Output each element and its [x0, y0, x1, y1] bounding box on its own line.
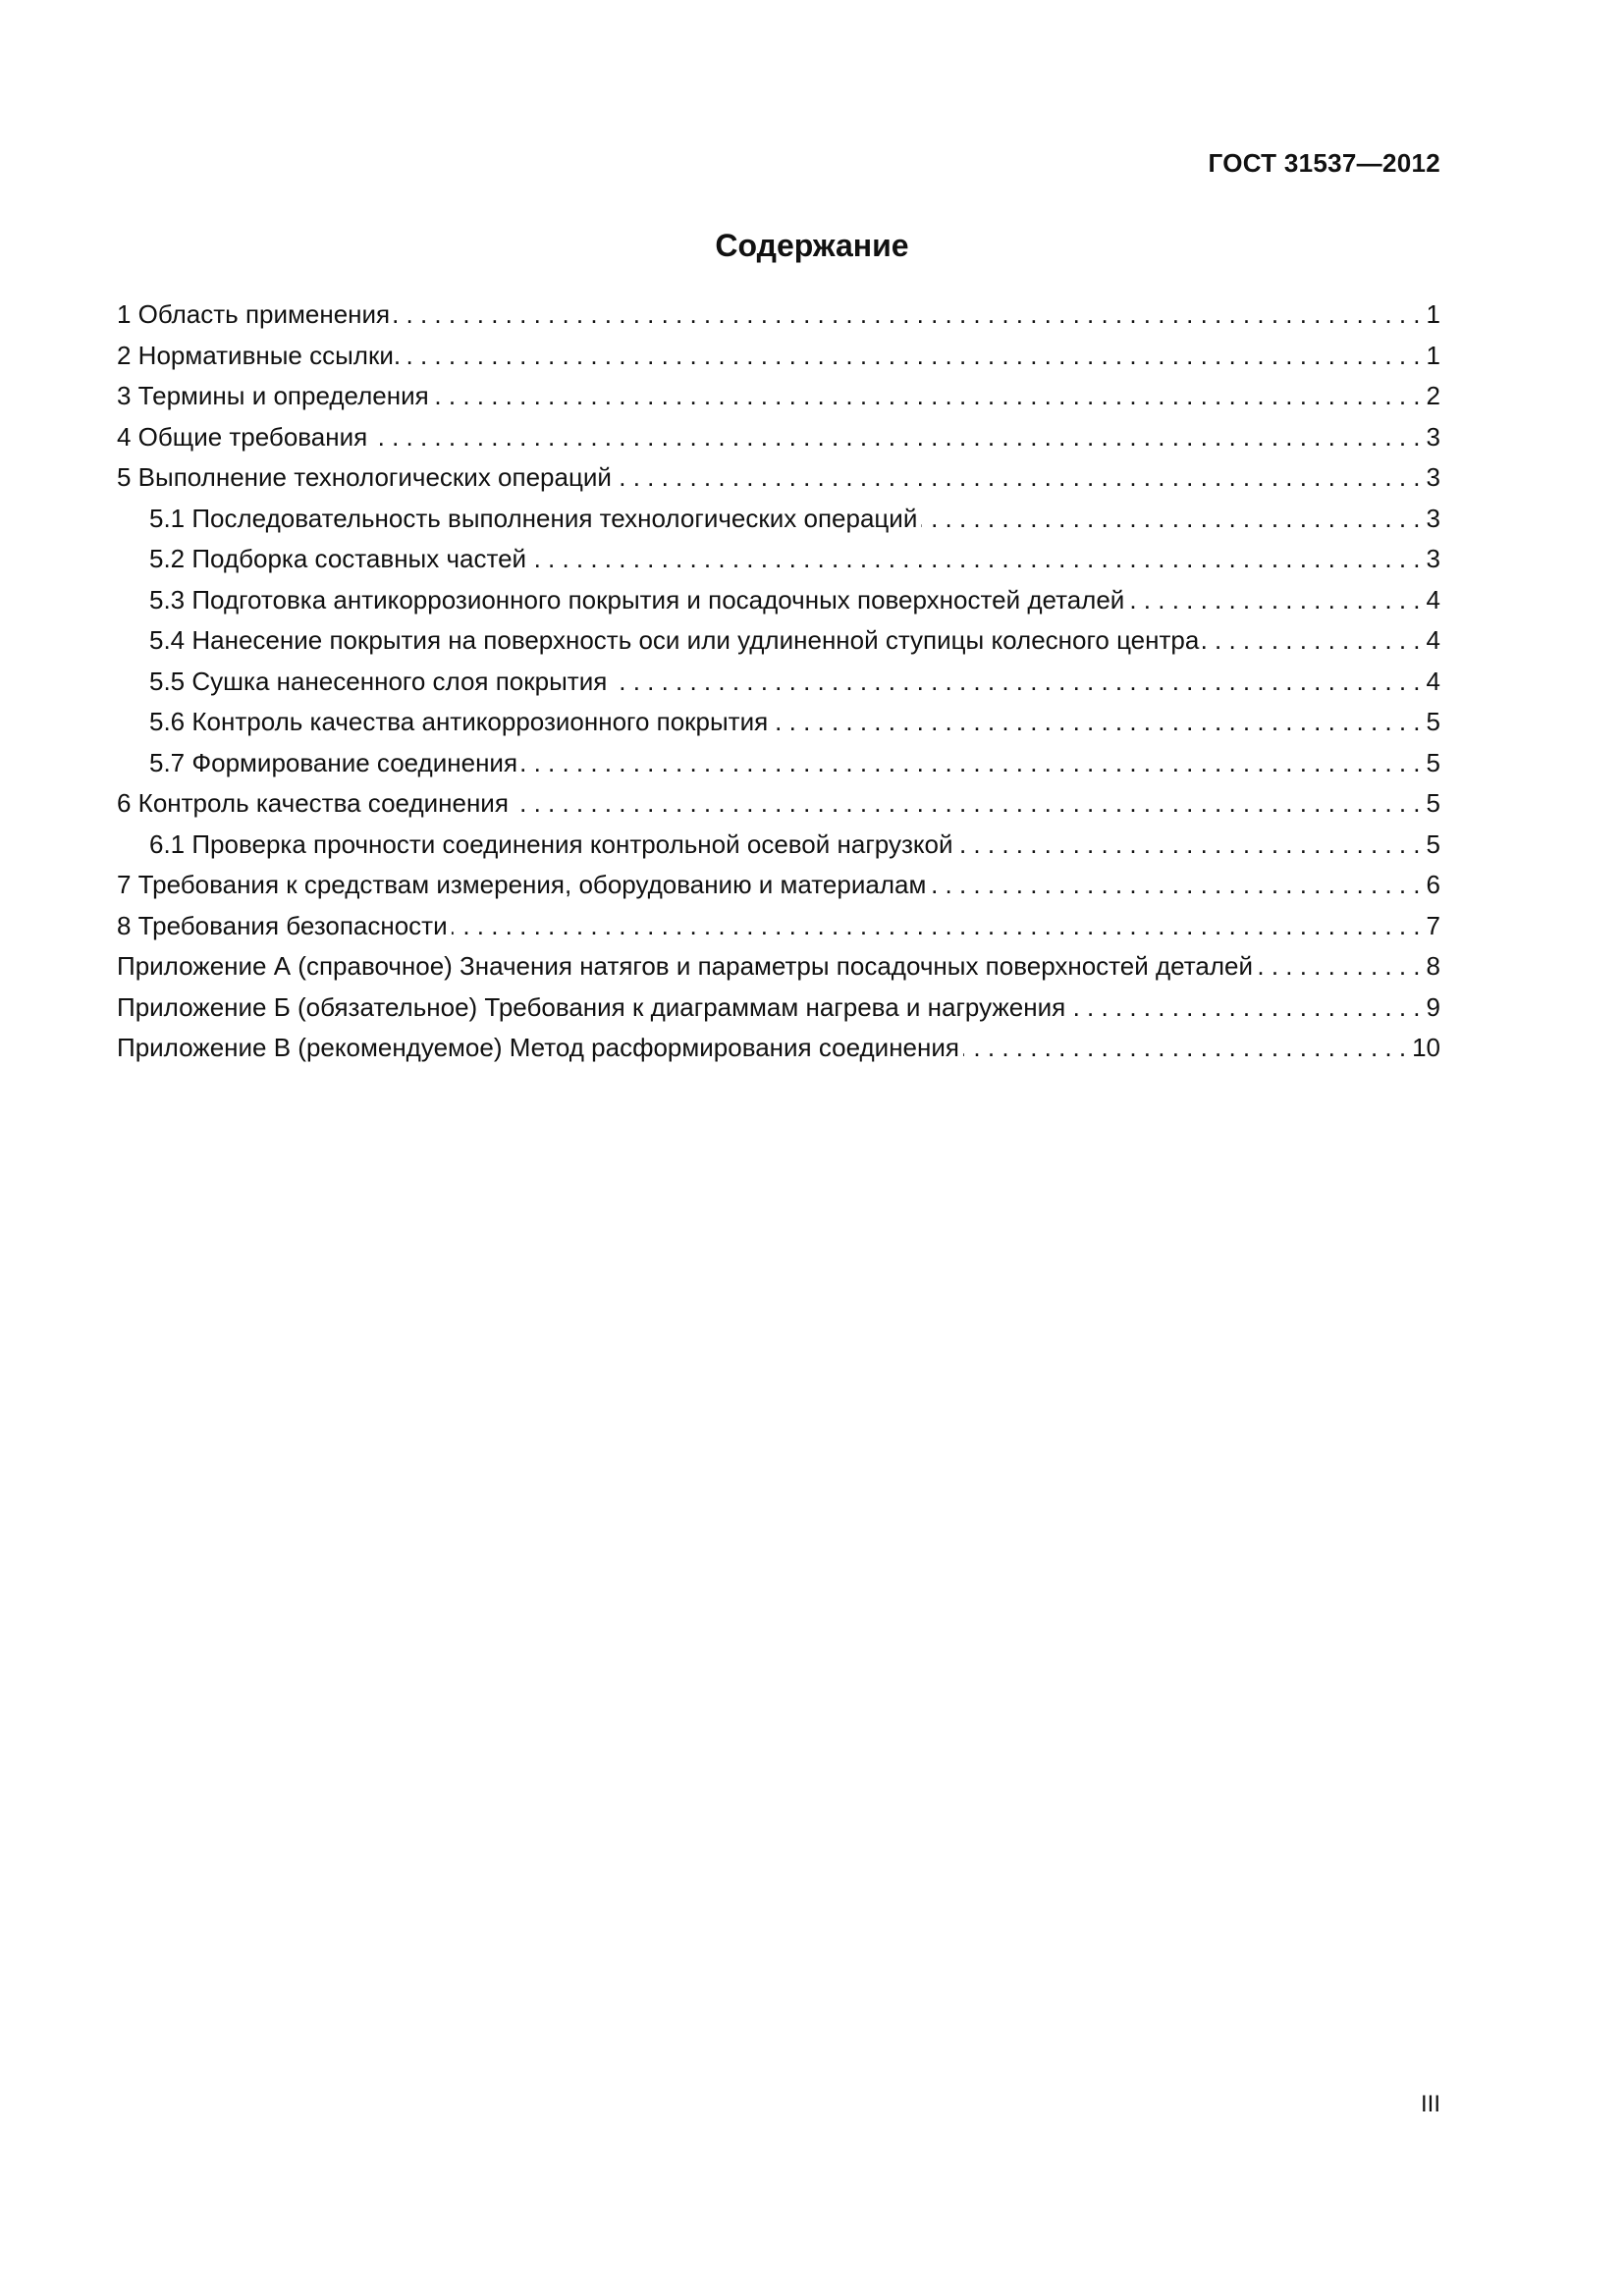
toc-entry-page: 4 — [1426, 666, 1440, 696]
toc-entry[interactable] — [117, 417, 1440, 458]
toc-entry-title: 5.4 Нанесение покрытия на поверхность оси или удлиненной ступицы колесного центра — [149, 625, 1200, 655]
page-number: III — [1420, 2091, 1440, 2117]
toc-entry[interactable] — [117, 906, 1440, 947]
toc-dot-leader — [433, 376, 1421, 417]
toc-entry-page: 3 — [1426, 544, 1440, 573]
toc-entry[interactable] — [117, 662, 1440, 703]
standard-code: ГОСТ 31537—2012 — [1208, 148, 1440, 178]
toc-dot-leader — [1203, 620, 1420, 662]
toc-dot-leader — [611, 662, 1420, 703]
toc-entry-page: 2 — [1426, 381, 1440, 410]
toc-entry-title: 6 Контроль качества соединения — [117, 788, 509, 818]
toc-entry-title: 4 Общие требования — [117, 421, 368, 452]
toc-entry[interactable] — [117, 988, 1440, 1029]
toc-entry-title: 8 Требования безопасности — [117, 910, 448, 940]
toc-entry[interactable] — [117, 539, 1440, 580]
toc-entry[interactable] — [117, 825, 1440, 866]
toc-entry-page: 1 — [1426, 340, 1440, 370]
toc-entry[interactable] — [117, 702, 1440, 743]
toc-dot-leader — [521, 743, 1420, 784]
toc-entry-page: 3 — [1426, 421, 1440, 452]
toc-entry[interactable] — [117, 946, 1440, 988]
toc-dot-leader — [772, 702, 1420, 743]
toc-entry[interactable] — [117, 457, 1440, 499]
toc-entry-title: 2 Нормативные ссылки. — [117, 340, 402, 370]
toc-entry-title: 1 Область применения — [117, 299, 391, 329]
toc-entry-title: 5.7 Формирование соединения — [149, 747, 518, 777]
toc-dot-leader — [963, 1028, 1406, 1069]
toc-entry[interactable] — [117, 743, 1440, 784]
toc-entry-page: 5 — [1426, 828, 1440, 859]
toc-entry[interactable] — [117, 783, 1440, 825]
toc-dot-leader — [921, 499, 1420, 540]
toc-entry-title: 5 Выполнение технологических операций — [117, 462, 612, 492]
toc-entry-page: 4 — [1426, 625, 1440, 655]
toc-dot-leader — [530, 539, 1420, 580]
toc-dot-leader — [513, 783, 1421, 825]
toc-entry-title: 7 Требования к средствам измерения, оборудованию и материалам — [117, 870, 927, 899]
toc-dot-leader — [1069, 988, 1420, 1029]
toc-entry-page: 10 — [1412, 1033, 1440, 1062]
toc-dot-leader — [957, 825, 1421, 866]
toc-dot-leader — [405, 336, 1420, 377]
toc-entry-page: 5 — [1426, 707, 1440, 736]
toc-entry-page: 7 — [1426, 910, 1440, 940]
toc-entry-page: 8 — [1426, 951, 1440, 981]
toc-entry[interactable] — [117, 1028, 1440, 1069]
toc-entry-title: 3 Термины и определения — [117, 381, 429, 410]
toc-entry-page: 4 — [1426, 584, 1440, 614]
table-of-contents — [117, 294, 1440, 1069]
toc-entry[interactable] — [117, 294, 1440, 336]
toc-entry-title: 5.6 Контроль качества антикоррозионного покрытия — [149, 707, 769, 736]
toc-entry-title: 5.5 Сушка нанесенного слоя покрытия — [149, 666, 608, 696]
toc-entry-page: 1 — [1426, 299, 1440, 329]
toc-entry-title: 5.1 Последовательность выполнения технологических операций — [149, 503, 918, 533]
toc-title: Содержание — [715, 228, 909, 263]
toc-dot-leader — [371, 417, 1420, 458]
toc-entry[interactable] — [117, 865, 1440, 906]
toc-entry[interactable] — [117, 620, 1440, 662]
toc-entry-page: 9 — [1426, 991, 1440, 1022]
toc-entry-page: 5 — [1426, 788, 1440, 818]
toc-dot-leader — [1128, 580, 1420, 621]
toc-dot-leader — [616, 457, 1421, 499]
toc-entry[interactable] — [117, 376, 1440, 417]
toc-dot-leader — [452, 906, 1421, 947]
toc-entry[interactable] — [117, 336, 1440, 377]
toc-entry-title: Приложение Б (обязательное) Требования к диаграммам нагрева и нагружения — [117, 991, 1066, 1022]
toc-dot-leader — [930, 865, 1420, 906]
toc-entry-page: 3 — [1426, 503, 1440, 533]
toc-entry-page: 5 — [1426, 747, 1440, 777]
toc-entry-title: 5.2 Подборка составных частей — [149, 544, 527, 573]
toc-entry-page: 3 — [1426, 462, 1440, 492]
toc-entry-title: 6.1 Проверка прочности соединения контрольной осевой нагрузкой — [149, 828, 953, 859]
toc-entry-title: 5.3 Подготовка антикоррозионного покрытия и посадочных поверхностей деталей — [149, 584, 1125, 614]
toc-entry[interactable] — [117, 580, 1440, 621]
toc-entry-page: 6 — [1426, 870, 1440, 899]
toc-entry-title: Приложение А (справочное) Значения натягов и параметры посадочных поверхностей деталей — [117, 951, 1253, 981]
toc-dot-leader — [394, 294, 1420, 336]
toc-dot-leader — [1257, 946, 1421, 988]
toc-entry-title: Приложение В (рекомендуемое) Метод расформирования соединения — [117, 1033, 959, 1062]
toc-entry[interactable] — [117, 499, 1440, 540]
